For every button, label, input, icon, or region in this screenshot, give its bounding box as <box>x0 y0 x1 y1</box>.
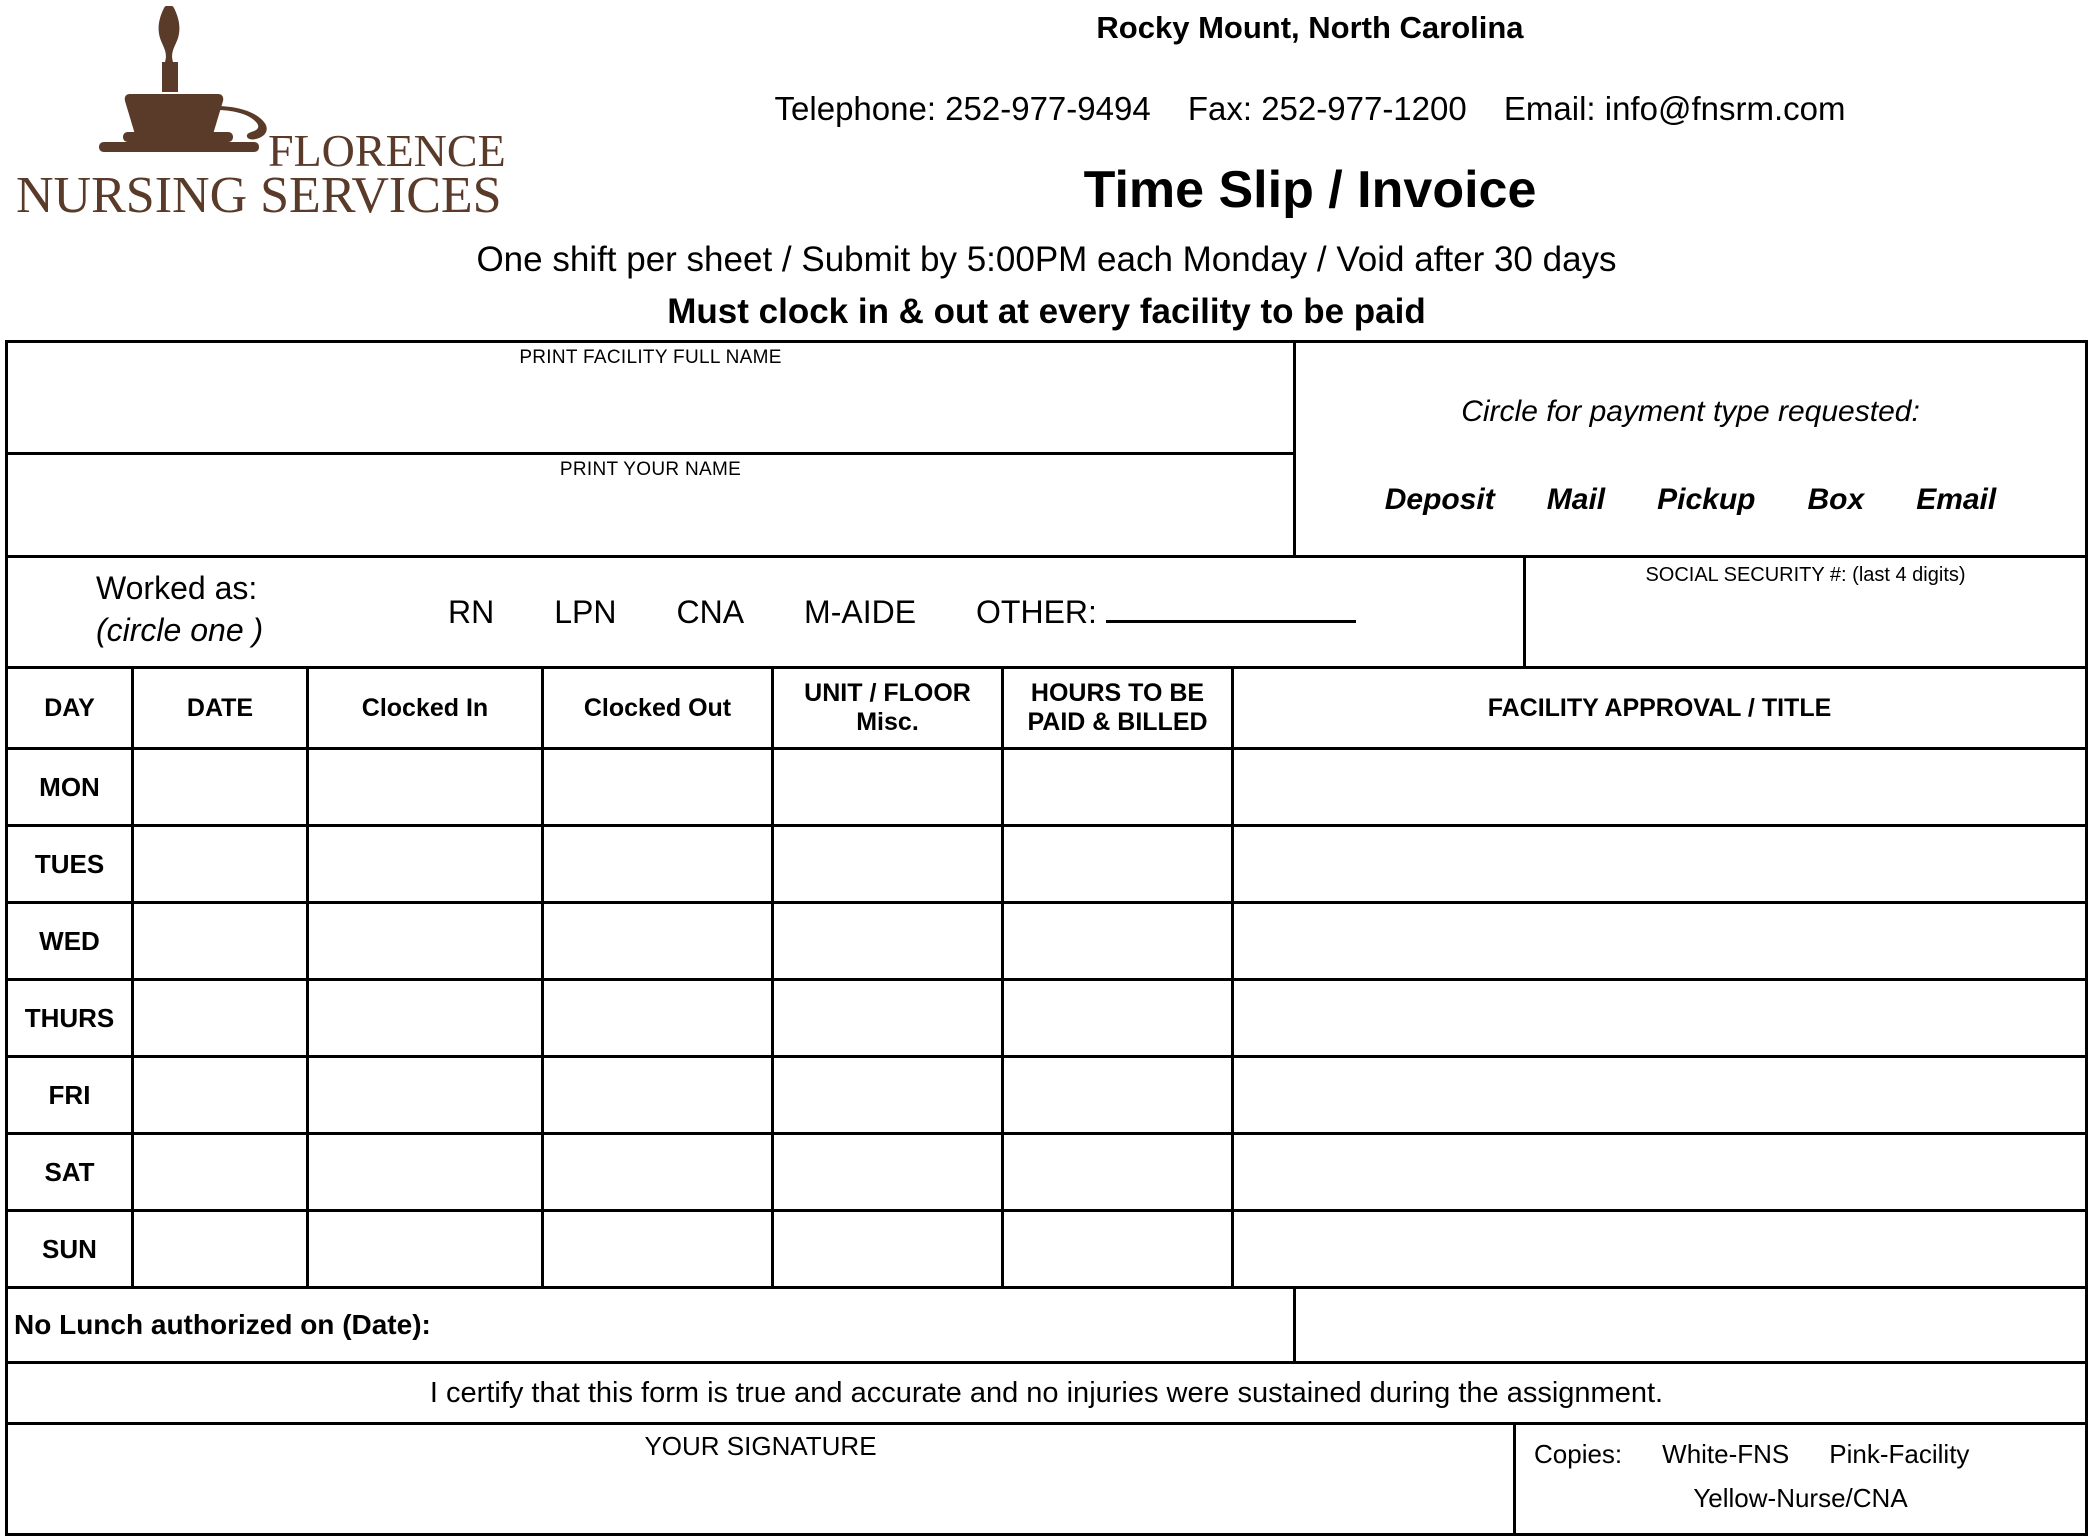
telephone-text: Telephone: 252-977-9494 <box>774 90 1151 127</box>
cell-clocked-in[interactable] <box>309 1212 544 1286</box>
email-text: Email: info@fnsrm.com <box>1503 90 1846 127</box>
column-header-unit-line2: Misc. <box>856 708 919 736</box>
copies-line-1 <box>1534 1439 1969 1470</box>
cell-date[interactable] <box>134 1212 309 1286</box>
payment-option-deposit[interactable]: Deposit <box>1384 483 1495 516</box>
table-row <box>8 1212 2085 1289</box>
cell-hours[interactable] <box>1004 750 1234 824</box>
facility-name-label: PRINT FACILITY FULL NAME <box>519 347 782 368</box>
copies-yellow: Yellow-Nurse/CNA <box>1693 1483 1908 1513</box>
cell-day: SUN <box>8 1212 134 1286</box>
column-header-hours-line2: PAID & BILLED <box>1027 708 1208 736</box>
cell-date[interactable] <box>134 750 309 824</box>
cell-hours[interactable] <box>1004 904 1234 978</box>
cell-clocked-out[interactable] <box>544 904 774 978</box>
table-row <box>8 750 2085 827</box>
worked-as-row <box>8 555 2085 669</box>
cell-clocked-out[interactable] <box>544 1135 774 1209</box>
payment-option-mail[interactable]: Mail <box>1546 483 1606 516</box>
ssn-field[interactable] <box>1526 558 2085 666</box>
cell-day: WED <box>8 904 134 978</box>
facility-name-field[interactable] <box>8 343 1293 455</box>
cell-clocked-out[interactable] <box>544 827 774 901</box>
your-name-field[interactable] <box>8 455 1293 555</box>
cell-date[interactable] <box>134 904 309 978</box>
cell-clocked-in[interactable] <box>309 1058 544 1132</box>
column-header-clocked-in: Clocked In <box>309 669 544 747</box>
top-info-row <box>8 343 2085 555</box>
logo-line-florence: FLORENCE <box>268 125 506 176</box>
cell-hours[interactable] <box>1004 981 1234 1055</box>
oil-lamp-icon <box>70 6 280 166</box>
column-header-hours <box>1004 669 1234 747</box>
cell-clocked-in[interactable] <box>309 1135 544 1209</box>
cell-unit[interactable] <box>774 750 1004 824</box>
company-city: Rocky Mount, North Carolina <box>1096 10 1524 45</box>
logo-line-nursing-services: NURSING SERVICES <box>16 167 502 224</box>
cell-hours[interactable] <box>1004 1058 1234 1132</box>
column-header-facility-approval: FACILITY APPROVAL / TITLE <box>1487 693 1832 722</box>
payment-option-box[interactable]: Box <box>1807 483 1865 516</box>
cell-day: SAT <box>8 1135 134 1209</box>
worked-as-other-input[interactable] <box>1106 590 1356 623</box>
cell-unit[interactable] <box>774 827 1004 901</box>
table-row <box>8 1058 2085 1135</box>
worked-as-section <box>8 558 1526 666</box>
cell-approval[interactable] <box>1234 1135 2085 1209</box>
worked-as-option-rn[interactable]: RN <box>448 594 495 630</box>
worked-as-label: Worked as: <box>96 570 258 606</box>
cell-approval[interactable] <box>1234 904 2085 978</box>
no-lunch-row <box>8 1289 2085 1364</box>
cell-clocked-out[interactable] <box>544 1212 774 1286</box>
cell-unit[interactable] <box>774 1135 1004 1209</box>
payment-type-options <box>1296 483 2085 517</box>
your-name-label: PRINT YOUR NAME <box>559 459 742 480</box>
cell-clocked-in[interactable] <box>309 981 544 1055</box>
cell-date[interactable] <box>134 827 309 901</box>
table-row <box>8 1135 2085 1212</box>
cell-unit[interactable] <box>774 1212 1004 1286</box>
table-row <box>8 827 2085 904</box>
cell-clocked-out[interactable] <box>544 981 774 1055</box>
cell-day: THURS <box>8 981 134 1055</box>
cell-day: MON <box>8 750 134 824</box>
cell-approval[interactable] <box>1234 981 2085 1055</box>
contact-line <box>530 90 2090 128</box>
worked-as-option-lpn[interactable]: LPN <box>554 594 617 630</box>
table-row <box>8 981 2085 1058</box>
payment-option-pickup[interactable]: Pickup <box>1657 483 1756 516</box>
cell-hours[interactable] <box>1004 1135 1234 1209</box>
cell-day: FRI <box>8 1058 134 1132</box>
signature-row <box>8 1425 2085 1533</box>
cell-unit[interactable] <box>774 1058 1004 1132</box>
signature-field[interactable] <box>8 1425 1516 1533</box>
column-header-unit-line1: UNIT / FLOOR <box>804 679 971 708</box>
copies-label: Copies: <box>1534 1439 1623 1469</box>
ssn-label: SOCIAL SECURITY #: (last 4 digits) <box>1645 564 1966 586</box>
payment-type-title: Circle for payment type requested: <box>1461 395 1920 428</box>
worked-as-option-cna[interactable]: CNA <box>676 594 745 630</box>
cell-unit[interactable] <box>774 981 1004 1055</box>
payment-option-email[interactable]: Email <box>1916 483 1997 516</box>
cell-hours[interactable] <box>1004 827 1234 901</box>
worked-as-options <box>448 590 1356 631</box>
certification-row <box>8 1364 2085 1425</box>
copies-legend <box>1516 1425 2085 1533</box>
certification-text: I certify that this form is true and accurate and no injuries were sustained during the assignment. <box>429 1376 1664 1409</box>
no-lunch-field[interactable] <box>8 1289 1296 1361</box>
column-header-clocked-out: Clocked Out <box>544 669 774 747</box>
payment-type-section <box>1296 343 2085 555</box>
copies-white: White-FNS <box>1662 1439 1790 1469</box>
column-header-date: DATE <box>134 669 309 747</box>
cell-clocked-out[interactable] <box>544 1058 774 1132</box>
cell-approval[interactable] <box>1234 1212 2085 1286</box>
cell-clocked-in[interactable] <box>309 750 544 824</box>
cell-hours[interactable] <box>1004 1212 1234 1286</box>
document-header <box>0 0 2093 330</box>
worked-as-other[interactable] <box>976 590 1356 631</box>
cell-approval[interactable] <box>1234 750 2085 824</box>
column-header-hours-line1: HOURS TO BE <box>1030 679 1205 708</box>
no-lunch-label: No Lunch authorized on (Date): <box>14 1309 431 1340</box>
clock-in-notice: Must clock in & out at every facility to be paid <box>667 292 1426 331</box>
company-logo <box>10 6 530 226</box>
cell-clocked-out[interactable] <box>544 750 774 824</box>
signature-label: YOUR SIGNATURE <box>644 1431 877 1461</box>
form-grid <box>5 340 2088 1536</box>
worked-as-other-label: OTHER: <box>976 594 1097 630</box>
cell-date[interactable] <box>134 1058 309 1132</box>
worked-as-option-maide[interactable]: M-AIDE <box>804 594 917 630</box>
cell-day: TUES <box>8 827 134 901</box>
cell-clocked-in[interactable] <box>309 904 544 978</box>
cell-approval[interactable] <box>1234 827 2085 901</box>
cell-unit[interactable] <box>774 904 1004 978</box>
cell-date[interactable] <box>134 981 309 1055</box>
copies-pink: Pink-Facility <box>1829 1439 1970 1469</box>
cell-approval[interactable] <box>1234 1058 2085 1132</box>
cell-clocked-in[interactable] <box>309 827 544 901</box>
table-row <box>8 904 2085 981</box>
page-title: Time Slip / Invoice <box>1083 161 1537 219</box>
no-lunch-blank-cell[interactable] <box>1296 1289 2085 1361</box>
identity-column <box>8 343 1296 555</box>
submission-instructions: One shift per sheet / Submit by 5:00PM each Monday / Void after 30 days <box>476 240 1617 279</box>
cell-date[interactable] <box>134 1135 309 1209</box>
timesheet-header-row <box>8 669 2085 750</box>
fax-text: Fax: 252-977-1200 <box>1187 90 1467 127</box>
column-header-day: DAY <box>8 669 134 747</box>
column-header-unit-floor <box>774 669 1004 747</box>
worked-as-circle-one: (circle one ) <box>96 612 264 648</box>
